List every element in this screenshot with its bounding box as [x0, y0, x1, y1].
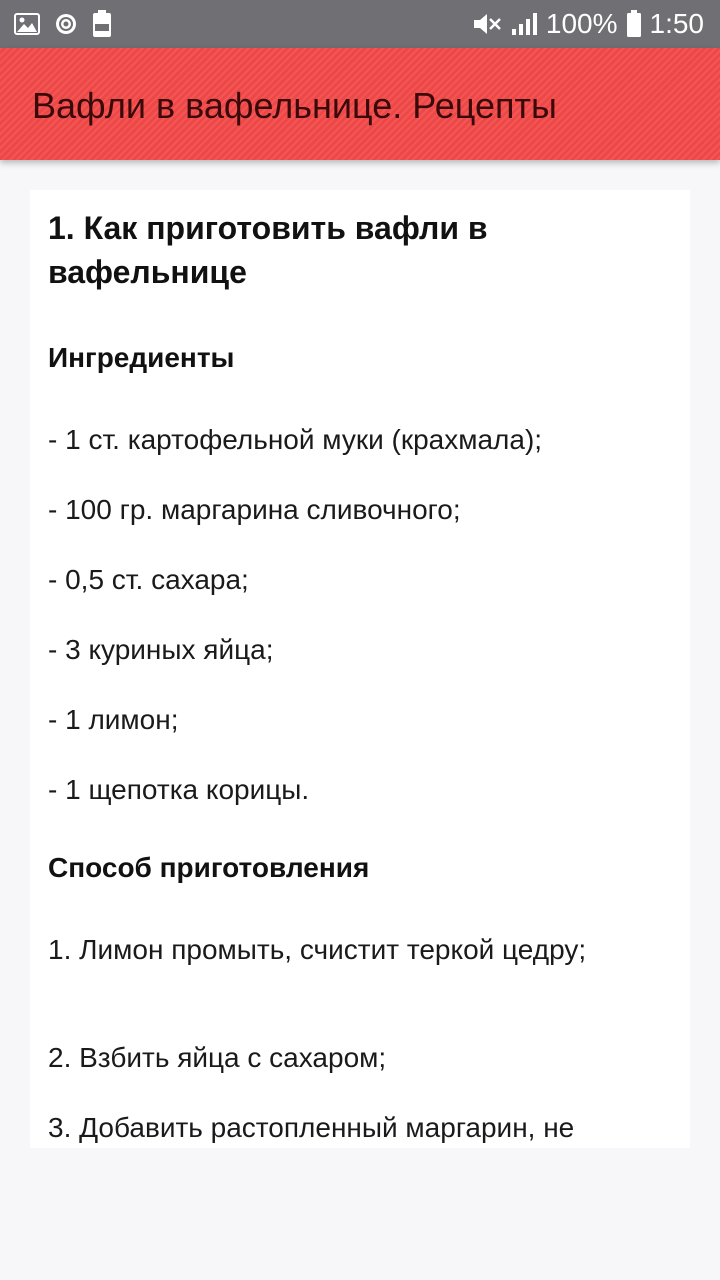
ingredient-item: - 1 ст. картофельной муки (крахмала);	[48, 424, 543, 455]
method-step: 2. Взбить яйца с сахаром;	[48, 1042, 387, 1073]
app-title: Вафли в вафельнице. Рецепты	[32, 85, 557, 126]
battery-100-notification-icon	[92, 10, 112, 38]
gallery-icon	[14, 13, 40, 35]
battery-percent: 100%	[545, 8, 618, 39]
status-bar	[0, 0, 720, 48]
ingredient-item: - 3 куриных яйца;	[48, 634, 274, 665]
ingredient-item: - 1 щепотка корицы.	[48, 774, 310, 805]
battery-icon	[626, 10, 642, 38]
clock: 1:50	[649, 8, 704, 39]
app-bar	[0, 48, 720, 160]
method-step: 1. Лимон промыть, счистит теркой цедру;	[48, 934, 587, 965]
method-step: 3. Добавить растопленный маргарин, не	[48, 1112, 575, 1143]
recipe-title: 1. Как приготовить вафли в вафельнице	[48, 210, 488, 290]
ingredients-heading: Ингредиенты	[48, 342, 235, 373]
status-left-icons	[14, 10, 112, 38]
settings-notification-icon	[54, 12, 78, 36]
mute-icon	[472, 11, 502, 37]
method-heading: Способ приготовления	[48, 852, 370, 883]
ingredient-item: - 0,5 ст. сахара;	[48, 564, 249, 595]
status-right-icons	[472, 6, 704, 42]
recipe-card[interactable]	[30, 190, 690, 1148]
signal-icon	[510, 11, 538, 37]
ingredient-item: - 1 лимон;	[48, 704, 179, 735]
ingredient-item: - 100 гр. маргарина сливочного;	[48, 494, 461, 525]
